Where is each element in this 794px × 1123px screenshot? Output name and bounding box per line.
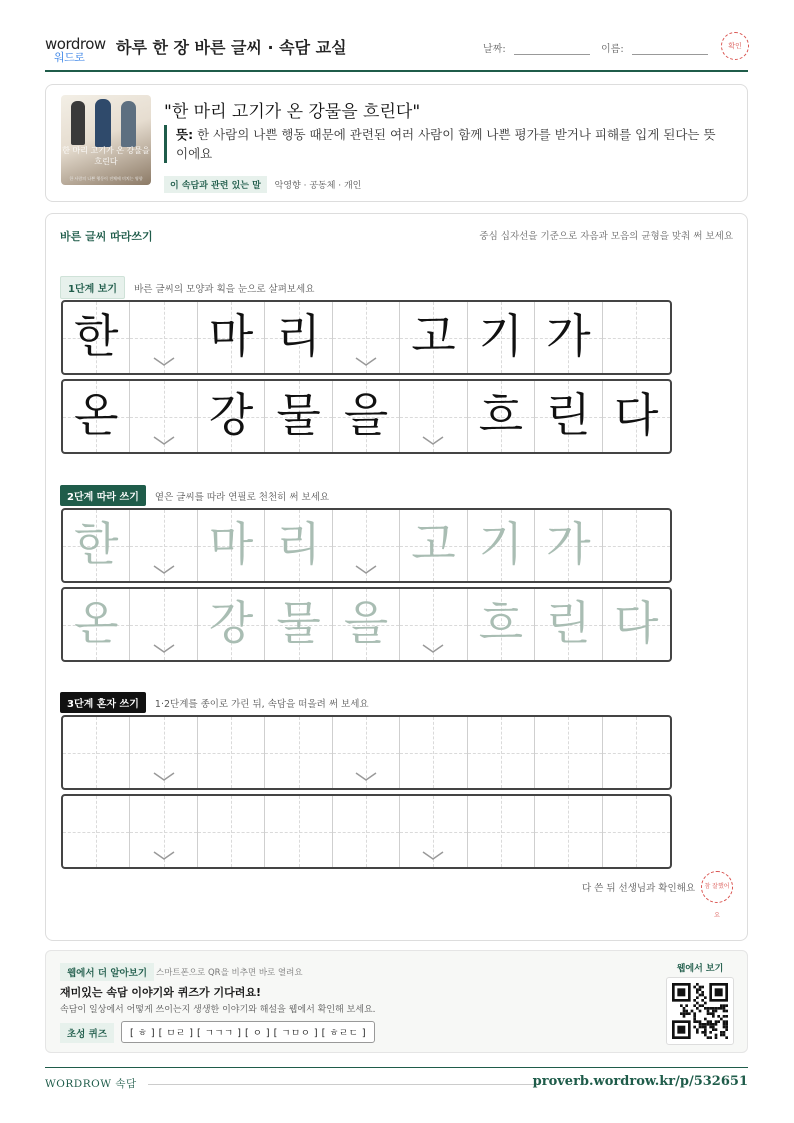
grid-cell[interactable] [333,796,400,867]
footer-divider [148,1084,538,1085]
date-blank[interactable] [514,44,590,55]
grid-cell[interactable] [63,796,130,867]
proverb-character: 물 [276,596,321,650]
verify-text: 다 쓴 뒤 선생님과 확인해요 [581,883,695,894]
grid-cell[interactable] [603,589,670,660]
grid-cell[interactable] [198,796,265,867]
grid-cell [603,302,670,373]
guide-line-horizontal [400,753,466,754]
guide-line-horizontal [333,546,399,547]
related-badge: 이 속담과 관련 있는 말 [164,176,267,193]
proverb-character: 을 [343,596,389,650]
grid-cell[interactable] [198,589,265,660]
grid-cell[interactable] [198,717,265,788]
qr-code-icon[interactable] [666,977,734,1045]
stage-1-row-2 [61,379,672,454]
stage-3-header [60,692,369,713]
illustration-subcaption: 한 사람의 나쁜 행동이 전체에 미치는 영향 [69,176,143,181]
related-words [164,176,361,193]
proverb-character: 한 [74,309,119,363]
proverb-character: 가 [546,309,591,363]
proverb-character: 기 [478,517,524,571]
grid-cell[interactable] [130,796,197,867]
figure-shape [95,99,111,147]
grid-cell[interactable] [333,589,400,660]
grid-cell[interactable] [130,510,197,581]
stage-1-chip: 1단계 보기 [60,276,125,299]
space-mark-icon [153,772,175,782]
name-field[interactable] [601,40,708,55]
meaning-label: 뜻: [176,127,194,142]
good-job-stamp-icon: 참 잘했어요 [701,871,733,903]
date-label: 날짜: [483,44,506,55]
practice-hint: 중심 십자선을 기준으로 자음과 모음의 균형을 맞춰 써 보세요 [479,231,733,242]
grid-cell[interactable] [265,796,332,867]
grid-cell [535,302,602,373]
proverb-character: 기 [478,309,524,363]
grid-cell [265,302,332,373]
grid-cell[interactable] [265,589,332,660]
space-mark-icon [153,357,175,367]
guide-line-horizontal [603,753,670,754]
space-mark-icon [355,565,377,575]
guide-line-horizontal [468,753,534,754]
wordrow-logo[interactable] [45,35,106,64]
grid-cell [333,302,400,373]
stage-2-row-1[interactable] [61,508,672,583]
guide-line-horizontal [400,625,466,626]
grid-cell[interactable] [130,589,197,660]
stage-1-header [60,276,314,299]
guide-line-horizontal [130,546,196,547]
grid-cell[interactable] [535,717,602,788]
grid-cell[interactable] [468,589,535,660]
space-mark-icon [355,772,377,782]
grid-cell [468,381,535,452]
stage-3-chip: 3단계 혼자 쓰기 [60,692,146,713]
guide-line-horizontal [265,753,331,754]
proverb-character: 온 [74,596,119,650]
space-mark-icon [355,357,377,367]
guide-line-horizontal [130,338,196,339]
proverb-character: 한 [74,517,119,571]
web-headline: 재미있는 속담 이야기와 퀴즈가 기다려요! [60,986,261,999]
proverb-character: 을 [343,388,389,442]
stage-2-row-2[interactable] [61,587,672,662]
guide-line-horizontal [333,338,399,339]
date-field[interactable] [483,40,590,55]
space-mark-icon [422,436,444,446]
stage-3-row-1[interactable] [61,715,672,790]
name-blank[interactable] [632,44,708,55]
guide-line-horizontal [130,832,196,833]
grid-cell[interactable] [198,510,265,581]
space-mark-icon [153,851,175,861]
grid-cell[interactable] [63,589,130,660]
proverb-character: 가 [546,517,591,571]
proverb-character: 린 [546,388,591,442]
web-chip: 웹에서 더 알아보기 [60,963,154,981]
check-stamp-icon: 확인 [721,32,749,60]
guide-line-horizontal [265,832,331,833]
guide-line-horizontal [535,832,601,833]
guide-line-horizontal [130,753,196,754]
proverb-title: "한 마리 고기가 온 강물을 흐린다" [164,102,421,122]
grid-cell[interactable] [468,796,535,867]
grid-cell[interactable] [400,510,467,581]
grid-cell[interactable] [333,717,400,788]
guide-line-horizontal [63,753,129,754]
guide-line-horizontal [333,753,399,754]
logo-text: wordrow [45,35,106,53]
page-footer [45,1067,748,1097]
guide-line-horizontal [400,832,466,833]
stage-1-desc: 바른 글씨의 모양과 획을 눈으로 살펴보세요 [134,284,315,295]
grid-cell [198,302,265,373]
figure-shape [71,101,85,145]
grid-cell [535,381,602,452]
practice-panel [45,213,748,941]
grid-cell [265,381,332,452]
quiz-chip: 초성 퀴즈 [60,1023,114,1043]
proverb-meaning [164,125,724,163]
guide-line-horizontal [468,832,534,833]
proverb-character: 물 [276,388,321,442]
grid-cell [468,302,535,373]
proverb-character: 리 [276,517,321,571]
proverb-character: 흐 [478,596,524,650]
space-mark-icon [153,565,175,575]
proverb-character: 온 [74,388,119,442]
proverb-character: 다 [614,596,659,650]
web-info-box [45,950,748,1053]
guide-line-horizontal [130,625,196,626]
proverb-character: 흐 [478,388,524,442]
proverb-character: 강 [208,596,254,650]
name-label: 이름: [601,44,624,55]
web-hint: 스마트폰으로 QR을 비추면 바로 열려요 [156,968,303,978]
guide-line-horizontal [603,546,670,547]
grid-cell[interactable] [468,510,535,581]
grid-cell[interactable] [603,510,670,581]
guide-line-horizontal [198,753,264,754]
guide-line-horizontal [198,832,264,833]
guide-line-horizontal [400,417,466,418]
grid-cell [400,302,467,373]
guide-line-horizontal [535,753,601,754]
proverb-character: 고 [411,517,456,571]
grid-cell [63,302,130,373]
grid-cell[interactable] [535,796,602,867]
space-mark-icon [422,851,444,861]
grid-cell[interactable] [265,717,332,788]
proverb-character: 마 [208,517,254,571]
proverb-character: 리 [276,309,321,363]
grid-cell [130,302,197,373]
grid-cell[interactable] [333,510,400,581]
qr-label: 웹에서 보기 [676,964,724,974]
grid-cell[interactable] [130,717,197,788]
worksheet-title: 하루 한 장 바른 글씨 · 속담 교실 [116,38,347,57]
grid-cell[interactable] [400,796,467,867]
guide-line-horizontal [603,338,670,339]
stage-1-row-1 [61,300,672,375]
grid-cell[interactable] [535,510,602,581]
proverb-character: 고 [411,309,456,363]
figure-shape [121,101,136,147]
grid-cell [333,381,400,452]
grid-cell[interactable] [603,796,670,867]
grid-cell [603,381,670,452]
footer-url-link[interactable]: proverb.wordrow.kr/p/532651 [532,1074,748,1089]
meaning-text: 한 사람의 나쁜 행동 때문에 관련된 여러 사람이 함께 나쁜 평가를 받거나 피해를 입게 된다는 뜻이에요 [176,127,716,161]
proverb-character: 강 [208,388,254,442]
grid-cell [198,381,265,452]
space-mark-icon [153,436,175,446]
stage-2-desc: 옅은 글씨를 따라 연필로 천천히 써 보세요 [154,492,330,503]
guide-line-horizontal [603,832,670,833]
grid-cell[interactable] [603,717,670,788]
grid-cell [400,381,467,452]
grid-cell[interactable] [265,510,332,581]
practice-title: 바른 글씨 따라쓰기 [60,230,153,243]
stage-2-chip: 2단계 따라 쓰기 [60,485,146,506]
grid-cell[interactable] [400,717,467,788]
illustration-caption: 한 마리 고기가 온 강물을 흐린다 [62,146,150,166]
proverb-character: 마 [208,309,254,363]
grid-cell[interactable] [535,589,602,660]
proverb-illustration [61,95,151,185]
qr-code-graphic [672,983,728,1039]
stage-3-row-2[interactable] [61,794,672,869]
grid-cell [63,381,130,452]
grid-cell[interactable] [63,717,130,788]
grid-cell [130,381,197,452]
footer-brand: WORDROW 속담 [45,1078,137,1090]
logo-subtext: 워드로 [54,51,85,64]
guide-line-horizontal [63,832,129,833]
grid-cell[interactable] [400,589,467,660]
proverb-character: 다 [614,388,659,442]
stage-3-desc: 1·2단계를 종이로 가린 뒤, 속담을 떠올려 써 보세요 [154,699,369,710]
initial-consonant-quiz: [ ㅎ ] [ ㅁㄹ ] [ ㄱㄱㄱ ] [ ㅇ ] [ ㄱㅁㅇ ] [ ㅎㄹㄷ ] [121,1021,375,1043]
grid-cell[interactable] [63,510,130,581]
space-mark-icon [153,644,175,654]
web-description: 속담이 일상에서 어떻게 쓰이는지 생생한 이야기와 해설을 웹에서 확인해 보세요. [60,1005,376,1015]
proverb-card [45,84,748,202]
proverb-character: 린 [546,596,591,650]
page-header [45,30,748,72]
stage-2-header [60,485,329,506]
related-words-text: 악영향 · 공동체 · 개인 [274,181,362,191]
space-mark-icon [422,644,444,654]
grid-cell[interactable] [468,717,535,788]
guide-line-horizontal [130,417,196,418]
guide-line-horizontal [333,832,399,833]
